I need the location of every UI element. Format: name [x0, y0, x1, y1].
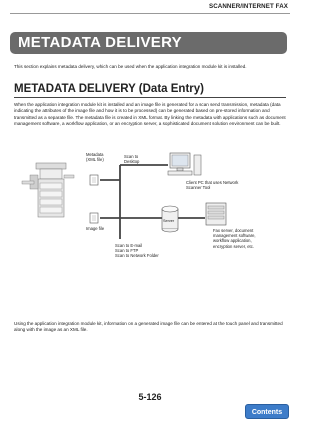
connection-lines: [100, 165, 205, 239]
mfp-machine-icon: [22, 163, 74, 217]
metadata-label: Metadata (XML file): [86, 152, 104, 163]
diagram-graphic: [0, 145, 300, 305]
intro-paragraph: This section explains metadata delivery, which can be used when the application integration module kit is installed.: [14, 64, 247, 69]
chapter-header: SCANNER/INTERNET FAX: [208, 3, 288, 10]
scan-desktop-label: Scan to Desktop: [124, 154, 140, 165]
section-title: METADATA DELIVERY (Data Entry): [14, 83, 286, 98]
client-pc-icon: [168, 153, 201, 175]
banner-title: METADATA DELIVERY: [18, 34, 182, 51]
header-divider: [10, 13, 290, 14]
fax-server-icon: [206, 203, 226, 225]
footer-paragraph: Using the application integration module kit, information on a generated image file can be entered at the touch panel and transmitted along with the image as an XML file.: [14, 321, 283, 333]
image-file-label: Image file: [86, 226, 105, 231]
metadata-file-icon: [90, 175, 98, 185]
client-pc-label: Client PC that uses Network Scanner Tool: [186, 180, 239, 191]
server-label: Server: [163, 219, 175, 223]
section-body: When the application integration module kit is installed and an image file is generated for a scan send transmission, metadata (data indicating the attributes of the image file and how it is to be processed) can be generated based on pre-stored information and transmitted as a separate file. The metadata file is created in XML format. By linking the metadata with applications such as document management software, a workflow application, or an encryption server, a sophisticated document solution environment can be built.: [14, 102, 286, 126]
workflow-diagram: [0, 145, 300, 305]
section-banner: [10, 32, 287, 54]
contents-button[interactable]: Contents: [245, 404, 289, 419]
scan-destinations-label: Scan to E-mail Scan to FTP Scan to Network Folder: [115, 243, 159, 259]
image-file-icon: [90, 213, 98, 223]
page-number: 5-126: [138, 392, 162, 402]
fax-server-label: Fax server, document management software, workflow application, encryption server, etc.: [213, 228, 256, 249]
